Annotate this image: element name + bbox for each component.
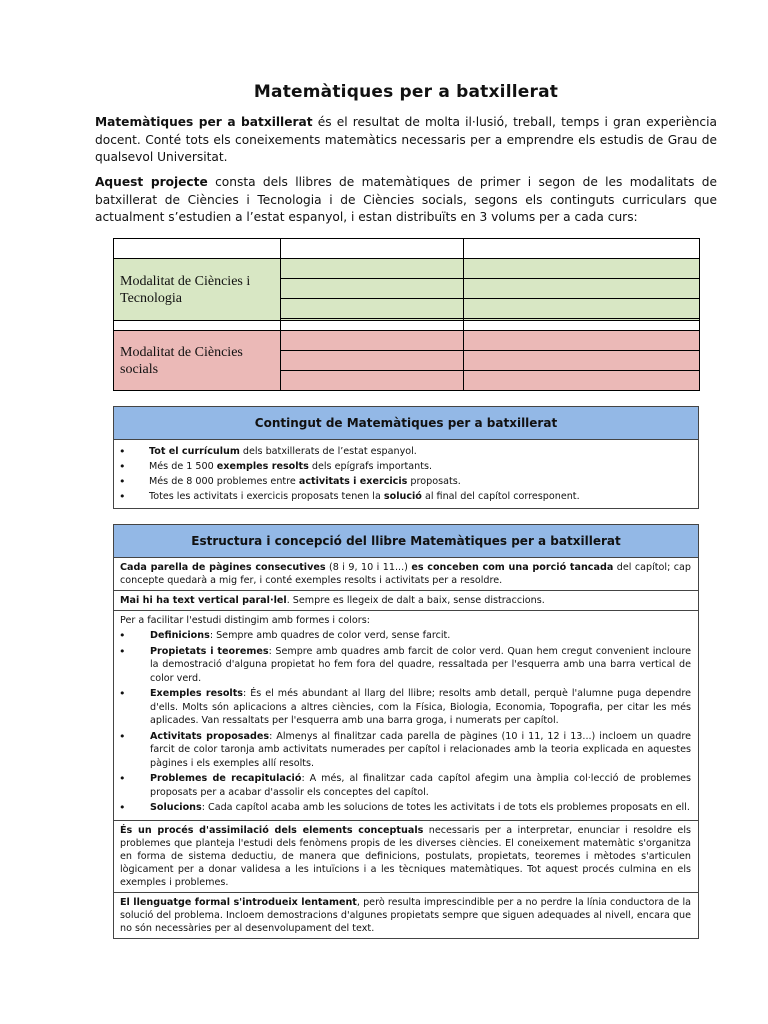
list-item: • Exemples resolts: És el més abundant al llarg del llibre; resolts amb detall, perquè l'alumne puga dependre d'ells. Molts són aplicacions a altres ciències, com la Física, Biologia, Economia, Topografia, per citar les més aplicades. Van ressaltats per l'esquerra amb una barra groga, i numerats per capítol. <box>120 687 691 728</box>
content-list <box>114 440 698 508</box>
structure-section-forms: Per a facilitar l'estudi distingim amb formes i colors: • Definicions: Sempre amb quadres de color verd, sense farcit. • Propietats i teoremes: Sempre amb quadres amb farcit de color verd. Quan hem cregut convenient incloure la demostració d'alguna propietat ho fem fora del quadre, ressaltada per l'esquerra amb una barra vertical de color verd. • Exemples resolts: És el més abundant al llarg del llibre; resolts amb detall, perquè l'alumne puga dependre d'ells. Molts són aplicacions a altres ciències, com la Física, Biologia, Economia, Topografia, per citar les més aplicades. Van ressaltats per l'esquerra amb una barra groga, i numerats per capítol. • Activitats proposades: Almenys al finalitzar cada parella de pàgines (10 i 11, 12 i 13...) incloem un quadre farcit de color taronja amb activitats numerades per capítol i relacionades amb la teoria explicada en aquestes pàgines i els exemples allí resolts. • Problemes de recapitulació: A més, al finalitzar cada capítol afegim una àmplia col·lecció de problemes proposats per a acabar d'assolir els conceptes del capítol. • Solucions: Cada capítol acaba amb les solucions de totes les activitats i de tots els problemes proposats en ell. <box>114 611 698 821</box>
structure-box-title: Estructura i concepció del llibre Matemàtiques per a batxillerat <box>114 525 698 558</box>
structure-section-language: El llenguatge formal s'introdueix lentament, però resulta imprescindible per a no perdre la línia conductora de la solució del problema. Incloem demostracions d'algunes propietats sempre que siguen adequades al nivell, encara que no són necessàries per al desenvolupament del text. <box>120 896 691 934</box>
modality-tech-label: Modalitat de Ciències i Tecnologia <box>114 259 281 321</box>
list-item: • Totes les activitats i exercicis proposats tenen la solució al final del capítol corresponent. <box>114 489 698 504</box>
list-item: • Activitats proposades: Almenys al finalitzar cada parella de pàgines (10 i 11, 12 i 13...) incloem un quadre farcit de color taronja amb activitats numerades per capítol i relacionades amb la teoria explicada en aquestes pàgines i els exemples allí resolts. <box>120 730 691 771</box>
structure-section-pages: Cada parella de pàgines consecutives (8 i 9, 10 i 11...) es conceben com una porció tancada del capítol; cap concepte quedarà a mig fer, i conté exemples resolts i activitats per a resoldre. <box>114 558 698 591</box>
structure-section-concepts: És un procés d'assimilació dels elements conceptuals necessaris per a interpretar, enunciar i resoldre els problemes que planteja l'estudi dels fenòmens propis de les diverses ciències. El coneixement matemàtic s'organitza en forma de sistema deductiu, de manera que definicions, postulats, propietats, teoremes i mètodes s'articulen lògicament per a donar validesa a les intuïcions i a les tècniques matemàtiques. Tot aquest procés culmina en els exemples i problemes. <box>114 821 698 893</box>
content-box <box>113 406 699 509</box>
list-item: • Més de 1 500 exemples resolts dels epígrafs importants. <box>114 459 698 474</box>
structure-box <box>113 524 699 939</box>
intro-paragraph-2: Aquest projecte consta dels llibres de matemàtiques de primer i segon de les modalitats de batxillerat de Ciències i Tecnologia i de Ciències socials, segons els continguts curriculars que actualment s’estudien a l’estat espanyol, i estan distribuïts en 3 volums per a cada curs: <box>95 175 717 224</box>
page-title: Matemàtiques per a batxillerat <box>253 82 559 102</box>
list-item: • Problemes de recapitulació: A més, al finalitzar cada capítol afegim una àmplia col·lecció de problemes proposats per a acabar d'assolir els conceptes del capítol. <box>120 772 691 799</box>
list-item: • Solucions: Cada capítol acaba amb les solucions de totes les activitats i de tots els problemes proposats en ell. <box>120 801 691 815</box>
intro-paragraph-1: Matemàtiques per a batxillerat és el resultat de molta il·lusió, treball, temps i gran experiència docent. Conté tots els coneixements matemàtics necessaris per a emprendre els estudis de Grau de qualsevol Universitat. <box>95 115 717 164</box>
list-item: • Més de 8 000 problemes entre activitats i exercicis proposats. <box>114 474 698 489</box>
modalities-table <box>113 238 700 391</box>
content-box-title: Contingut de Matemàtiques per a batxillerat <box>114 407 698 440</box>
forms-list <box>120 627 691 815</box>
modality-social-label: Modalitat de Ciències socials <box>114 331 281 391</box>
list-item: • Tot el currículum dels batxillerats de l’estat espanyol. <box>114 444 698 459</box>
list-item: • Definicions: Sempre amb quadres de color verd, sense farcit. <box>120 629 691 643</box>
structure-section-text: Mai hi ha text vertical paral·lel. Sempre es llegeix de dalt a baix, sense distraccions. <box>114 591 698 611</box>
list-item: • Propietats i teoremes: Sempre amb quadres amb farcit de color verd. Quan hem cregut convenient incloure la demostració d'alguna propietat ho fem fora del quadre, ressaltada per l'esquerra amb una barra vertical de color verd. <box>120 645 691 686</box>
